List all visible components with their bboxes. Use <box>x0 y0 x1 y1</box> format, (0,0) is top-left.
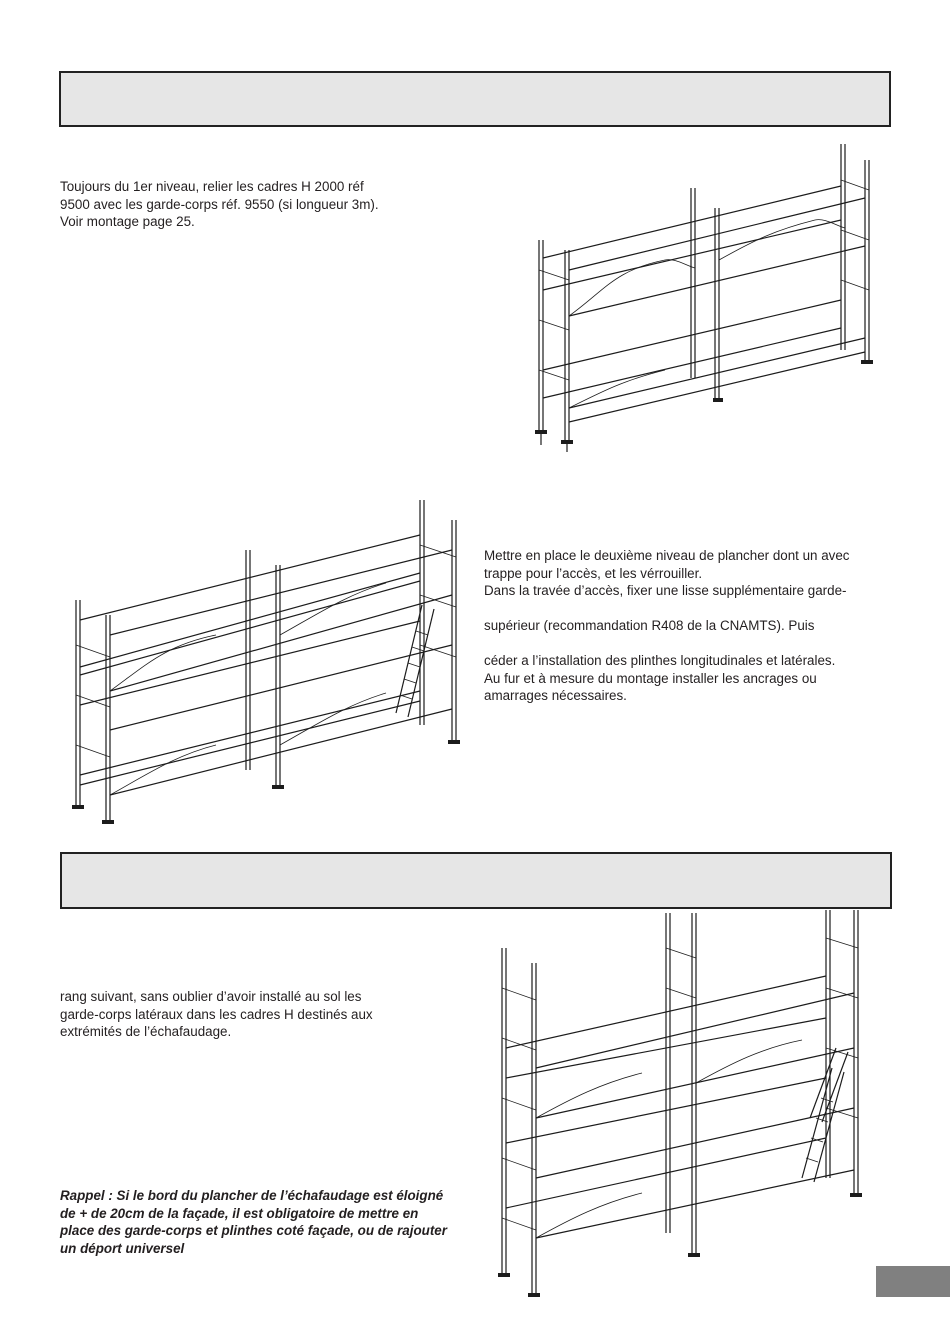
text-line: céder a l’installation des plinthes longitudinales et latérales. <box>484 653 836 668</box>
text-line <box>484 635 904 653</box>
section-header-banner-1 <box>59 71 891 127</box>
reminder-line: Rappel : Si le bord du plancher de l’échafaudage est éloigné <box>60 1188 444 1203</box>
scaffold-illustration-level-3 <box>492 908 867 1310</box>
text-line: extrémités de l’échafaudage. <box>60 1024 232 1039</box>
instruction-text-3 <box>60 988 440 1041</box>
text-line: Au fur et à mesure du montage installer les ancrages ou <box>484 670 817 686</box>
scaffold-illustration-level-2 <box>66 495 466 835</box>
safety-reminder <box>60 1187 495 1257</box>
reminder-line: un déport universel <box>60 1240 185 1256</box>
text-line <box>484 600 904 618</box>
text-line: supérieur (recommandation R408 de la CNAMTS). Puis <box>484 618 815 633</box>
reminder-line: place des garde-corps et plinthes coté façade, ou de rajouter <box>60 1223 447 1238</box>
text-line: amarrages nécessaires. <box>484 688 627 703</box>
instruction-text-1 <box>60 178 440 231</box>
text-line: trappe pour l’accès, et les vérrouiller. <box>484 565 703 581</box>
text-line: Mettre en place le deuxième niveau de plancher dont un avec <box>484 548 850 563</box>
scaffold-illustration-level-1 <box>525 140 885 455</box>
text-line: Toujours du 1er niveau, relier les cadres H 2000 réf <box>60 179 364 194</box>
reminder-line: de + de 20cm de la façade, il est obligatoire de mettre en <box>60 1205 419 1221</box>
section-header-banner-2 <box>60 852 892 909</box>
text-line: garde-corps latéraux dans les cadres H destinés aux <box>60 1006 373 1022</box>
text-line: Dans la travée d’accès, fixer une lisse supplémentaire garde- <box>484 583 847 598</box>
text-line: Voir montage page 25. <box>60 214 195 229</box>
text-line: 9500 avec les garde-corps réf. 9550 (si longueur 3m). <box>60 196 379 212</box>
instruction-text-2 <box>484 547 904 705</box>
text-line: rang suivant, sans oublier d’avoir installé au sol les <box>60 989 362 1004</box>
page-number-tab <box>876 1266 950 1297</box>
